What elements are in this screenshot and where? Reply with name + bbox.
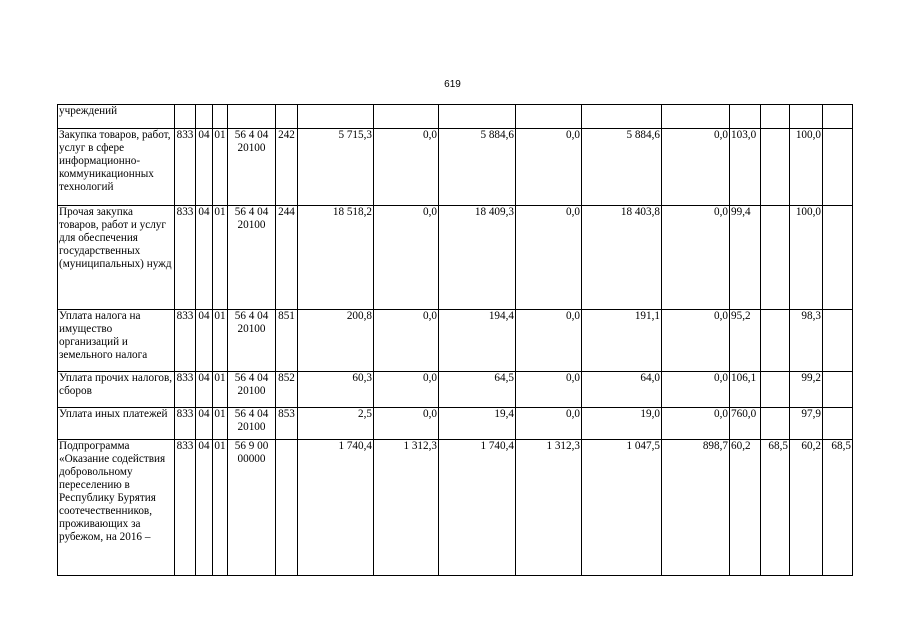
value-plan-total: 194,4 [439,310,516,372]
percent-plan-total: 99,2 [790,372,823,408]
percent-approved-federal [761,372,790,408]
target-code: 56 4 04 20100 [228,372,276,408]
target-code: 56 9 00 00000 [228,440,276,576]
target-code: 56 4 04 20100 [228,310,276,372]
item-name: Подпрограмма «Оказание содействия добровольному переселению в Республику Бурятия соотечественников, проживающих за рубежом, на 2016 – [58,440,175,576]
percent-approved-total: 99,4 [730,206,761,310]
target-code: 56 4 04 20100 [228,408,276,440]
percent-approved-federal [761,129,790,206]
subsection-code: 01 [213,408,228,440]
value-plan-federal: 0,0 [516,206,582,310]
value-plan-total: 5 884,6 [439,129,516,206]
value-approved-federal [374,105,439,129]
section-code: 04 [196,372,213,408]
subsection-code: 01 [213,310,228,372]
value-executed-federal: 0,0 [662,310,730,372]
expense-kind-code: 853 [276,408,298,440]
admin-code: 833 [175,440,196,576]
target-code: 56 4 04 20100 [228,129,276,206]
value-executed-federal: 0,0 [662,408,730,440]
percent-approved-total: 103,0 [730,129,761,206]
percent-plan-total [790,105,823,129]
admin-code: 833 [175,129,196,206]
table-row [58,372,853,408]
table-row [58,129,853,206]
value-approved-federal: 0,0 [374,129,439,206]
value-approved-total: 2,5 [298,408,374,440]
percent-plan-federal [823,372,853,408]
table-row [58,408,853,440]
table-row [58,310,853,372]
table-row [58,440,853,576]
value-plan-federal: 0,0 [516,129,582,206]
subsection-code: 01 [213,440,228,576]
value-approved-federal: 0,0 [374,310,439,372]
value-plan-total: 64,5 [439,372,516,408]
admin-code [175,105,196,129]
page-number: 619 [444,79,461,90]
percent-plan-federal [823,206,853,310]
value-approved-total: 60,3 [298,372,374,408]
value-executed-federal: 0,0 [662,206,730,310]
value-executed-federal: 0,0 [662,129,730,206]
expense-kind-code [276,105,298,129]
percent-approved-total: 760,0 [730,408,761,440]
table-row [58,105,853,129]
percent-approved-total: 95,2 [730,310,761,372]
percent-plan-total: 98,3 [790,310,823,372]
item-name: учреждений [58,105,175,129]
percent-approved-federal [761,408,790,440]
value-approved-total [298,105,374,129]
value-approved-federal: 0,0 [374,206,439,310]
value-approved-total: 1 740,4 [298,440,374,576]
value-plan-federal [516,105,582,129]
section-code: 04 [196,408,213,440]
subsection-code [213,105,228,129]
value-executed-federal: 898,7 [662,440,730,576]
percent-approved-federal: 68,5 [761,440,790,576]
percent-plan-total: 100,0 [790,206,823,310]
section-code: 04 [196,440,213,576]
item-name: Уплата налога на имущество организаций и земельного налога [58,310,175,372]
percent-plan-total: 100,0 [790,129,823,206]
item-name: Уплата иных платежей [58,408,175,440]
value-plan-federal: 1 312,3 [516,440,582,576]
table-row [58,206,853,310]
value-executed-total: 18 403,8 [582,206,662,310]
expense-kind-code: 852 [276,372,298,408]
percent-approved-total [730,105,761,129]
value-approved-total: 5 715,3 [298,129,374,206]
percent-approved-federal [761,206,790,310]
value-executed-federal: 0,0 [662,372,730,408]
value-executed-total [582,105,662,129]
section-code [196,105,213,129]
admin-code: 833 [175,310,196,372]
percent-approved-total: 106,1 [730,372,761,408]
value-approved-federal: 1 312,3 [374,440,439,576]
percent-plan-federal [823,310,853,372]
value-plan-federal: 0,0 [516,310,582,372]
admin-code: 833 [175,206,196,310]
percent-plan-federal [823,129,853,206]
percent-approved-federal [761,310,790,372]
subsection-code: 01 [213,129,228,206]
percent-approved-total: 60,2 [730,440,761,576]
item-name: Закупка товаров, работ, услуг в сфере информационно-коммуникационных технологий [58,129,175,206]
section-code: 04 [196,129,213,206]
expense-kind-code [276,440,298,576]
section-code: 04 [196,310,213,372]
value-executed-total: 1 047,5 [582,440,662,576]
expense-kind-code: 244 [276,206,298,310]
value-plan-federal: 0,0 [516,372,582,408]
admin-code: 833 [175,408,196,440]
expense-kind-code: 851 [276,310,298,372]
target-code: 56 4 04 20100 [228,206,276,310]
percent-approved-federal [761,105,790,129]
value-approved-federal: 0,0 [374,408,439,440]
item-name: Уплата прочих налогов, сборов [58,372,175,408]
value-plan-total [439,105,516,129]
value-plan-federal: 0,0 [516,408,582,440]
value-executed-total: 19,0 [582,408,662,440]
target-code [228,105,276,129]
value-approved-federal: 0,0 [374,372,439,408]
value-approved-total: 18 518,2 [298,206,374,310]
percent-plan-federal [823,408,853,440]
section-code: 04 [196,206,213,310]
expense-kind-code: 242 [276,129,298,206]
percent-plan-total: 97,9 [790,408,823,440]
budget-table [57,104,853,576]
value-plan-total: 1 740,4 [439,440,516,576]
subsection-code: 01 [213,372,228,408]
subsection-code: 01 [213,206,228,310]
value-executed-total: 5 884,6 [582,129,662,206]
value-plan-total: 19,4 [439,408,516,440]
percent-plan-federal: 68,5 [823,440,853,576]
value-executed-total: 191,1 [582,310,662,372]
value-approved-total: 200,8 [298,310,374,372]
value-executed-total: 64,0 [582,372,662,408]
percent-plan-total: 60,2 [790,440,823,576]
value-plan-total: 18 409,3 [439,206,516,310]
percent-plan-federal [823,105,853,129]
admin-code: 833 [175,372,196,408]
item-name: Прочая закупка товаров, работ и услуг для обеспечения государственных (муниципальных) нужд [58,206,175,310]
value-executed-federal [662,105,730,129]
